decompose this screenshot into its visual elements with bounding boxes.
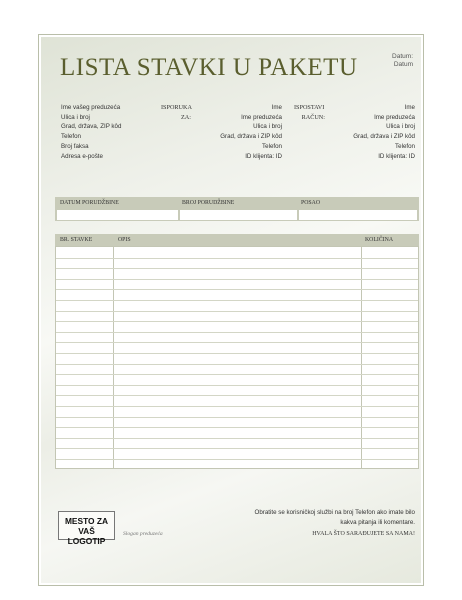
- ship-to-phone[interactable]: Telefon: [262, 142, 282, 150]
- table-row[interactable]: [56, 385, 418, 386]
- table-row[interactable]: [56, 438, 418, 439]
- description-header: OPIS: [118, 237, 131, 243]
- company-fax[interactable]: Broj faksa: [61, 142, 89, 150]
- company-email[interactable]: Adresa e-pošte: [61, 152, 103, 160]
- bill-to-block: [325, 103, 415, 161]
- ship-to-label-2: ZA:: [181, 113, 191, 121]
- ship-to-client-id[interactable]: ID klijenta: ID: [245, 152, 282, 160]
- logo-placeholder[interactable]: [58, 511, 115, 546]
- bill-to-label: ISPOSTAVI: [294, 104, 325, 111]
- table-row[interactable]: [56, 342, 418, 343]
- ship-to-company[interactable]: Ime preduzeća: [241, 113, 282, 121]
- order-date-cell[interactable]: [57, 210, 178, 220]
- company-name[interactable]: Ime vašeg preduzeća: [61, 104, 121, 111]
- bill-to-label-2: RAČUN:: [301, 113, 325, 121]
- items-table-header: [55, 234, 419, 246]
- order-date-header: DATUM PORUDŽBINE: [60, 200, 119, 206]
- bill-to-client-id[interactable]: ID klijenta: ID: [378, 152, 415, 160]
- ship-to-city[interactable]: Grad, država i ZIP kôd: [220, 133, 282, 141]
- order-number-header: BROJ PORUDŽBINE: [182, 200, 235, 206]
- ship-to-name[interactable]: Ime: [271, 104, 282, 111]
- job-header: POSAO: [301, 200, 321, 206]
- company-slogan[interactable]: Slogan preduzeća: [123, 531, 163, 537]
- company-block: [61, 103, 121, 161]
- footer-thanks: HVALA ŠTO SARAĐUJETE SA NAMA!: [312, 531, 415, 537]
- bill-to-phone[interactable]: Telefon: [395, 142, 415, 150]
- table-row[interactable]: [56, 332, 418, 333]
- column-divider: [361, 247, 362, 468]
- job-cell[interactable]: [299, 210, 417, 220]
- table-row[interactable]: [56, 427, 418, 428]
- logo-text-line2: VAŠ LOGOTIP: [67, 526, 106, 546]
- company-phone[interactable]: Telefon: [61, 133, 81, 141]
- ship-to-label: ISPORUKA: [161, 104, 192, 111]
- table-row[interactable]: [56, 395, 418, 396]
- ship-to-street[interactable]: Ulica i broj: [253, 123, 282, 131]
- table-row[interactable]: [56, 353, 418, 354]
- table-row[interactable]: [56, 406, 418, 407]
- table-row[interactable]: [56, 417, 418, 418]
- footer-contact-line1: Obratite se korisničkoj službi na broj Telefon ako imate bilo: [254, 509, 415, 516]
- order-number-cell[interactable]: [180, 210, 297, 220]
- table-row[interactable]: [56, 258, 418, 259]
- table-row[interactable]: [56, 300, 418, 301]
- table-row[interactable]: [56, 289, 418, 290]
- ship-to-block: [190, 103, 282, 161]
- bill-to-name[interactable]: Ime: [404, 104, 415, 111]
- footer-contact-line2: kakva pitanja ili komentare.: [340, 519, 415, 526]
- item-number-header: BR. STAVKE: [60, 237, 93, 243]
- order-table-header: [55, 197, 419, 209]
- table-row[interactable]: [56, 374, 418, 375]
- bill-to-company[interactable]: Ime preduzeća: [374, 113, 415, 121]
- date-value[interactable]: Datum: [393, 61, 413, 68]
- date-label: Datum:: [392, 53, 413, 60]
- order-table-body: [55, 209, 419, 221]
- company-city[interactable]: Grad, država, ZIP kôd: [61, 123, 122, 131]
- table-row[interactable]: [56, 364, 418, 365]
- document-title: LISTA STAVKI U PAKETU: [60, 54, 358, 81]
- bill-to-city[interactable]: Grad, država i ZIP kôd: [353, 133, 415, 141]
- logo-text-line1: MESTO ZA: [64, 516, 109, 526]
- table-row[interactable]: [56, 268, 418, 269]
- items-table[interactable]: [55, 246, 419, 469]
- bill-to-street[interactable]: Ulica i broj: [386, 123, 415, 131]
- table-row[interactable]: [56, 279, 418, 280]
- table-row[interactable]: [56, 321, 418, 322]
- company-street[interactable]: Ulica i broj: [61, 113, 90, 121]
- quantity-header: KOLIČINA: [365, 237, 394, 243]
- table-row[interactable]: [56, 459, 418, 460]
- table-row[interactable]: [56, 448, 418, 449]
- column-divider: [113, 247, 114, 468]
- table-row[interactable]: [56, 311, 418, 312]
